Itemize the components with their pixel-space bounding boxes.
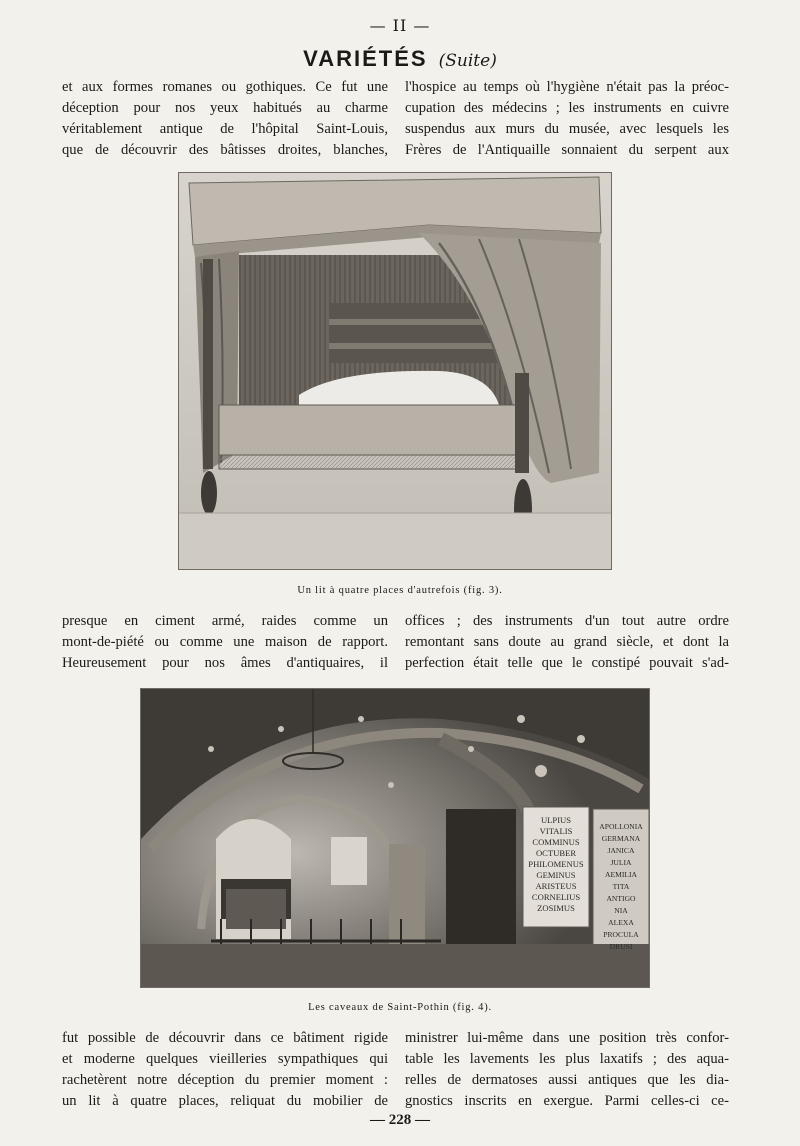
text-line: cupation des médecins ; les instruments en cuivre [405,100,729,116]
text-line: rachetèrent notre déception du premier moment : [62,1072,388,1088]
inscription-line: GEMINUS [536,870,576,880]
inscription-line: PHILOMENUS [528,859,584,869]
inscription-line: ZOSIMUS [537,903,575,913]
text-line: un lit à quatre places, reliquat du mobilier de [62,1093,388,1109]
text-line: table les lavements les plus laxatifs ; des aqua- [405,1051,729,1067]
text-line: déception pour nos yeux habitués au charme [62,100,388,116]
crypt-photograph [140,688,650,988]
text-line: que de découvrir des bâtisses droites, blanches, [62,142,388,158]
text-line: offices ; des instruments d'un tout autre ordre [405,613,729,629]
text-line: remontant sans doute au grand siècle, et dont la [405,634,729,650]
text-line: gnostics inscrits en exergue. Parmi celles-ci ce- [405,1093,729,1109]
inscription-line: OCTUBER [535,848,577,858]
text-line: perfection était telle que le constipé pouvait s'ad- [405,655,729,671]
inscription-line: VITALIS [539,826,573,836]
figure-3-caption: Un lit à quatre places d'autrefois (fig. 3). [297,585,503,596]
section-heading [0,46,800,72]
text-line: suspendus aux murs du musée, avec lesquels les [405,121,729,137]
text-column-right-2 [405,611,729,674]
text-column-right-1 [405,77,729,161]
inscription-line: DRUSI [609,942,633,951]
inscription-line: ULPIUS [540,815,572,825]
inscription-line: CORNELIUS [531,892,581,902]
inscription-line: PROCULA [603,930,639,939]
inscription-line: ARISTEUS [535,881,577,891]
inscription-line: COMMINUS [532,837,580,847]
text-line: véritablement antique de l'hôpital Saint-Louis, [62,121,388,137]
page-folio-top: — II — [369,16,431,35]
text-line: fut possible de découvrir dans ce bâtiment rigide [62,1030,388,1046]
text-column-right-3 [405,1028,729,1112]
text-line: et aux formes romanes ou gothiques. Ce fut une [62,79,388,95]
inscription-line: JANICA [607,846,635,855]
inscription-line: ALEXA [608,918,634,927]
text-column-left-3 [62,1028,388,1112]
text-column-left-2 [62,611,388,674]
text-line: Frères de l'Antiquaille sonnaient du serpent aux [405,142,729,158]
inscription-line: TITA [612,882,630,891]
section-title: VARIÉTÉS [303,46,428,71]
text-column-left-1 [62,77,388,161]
inscription-line: ANTIGO [606,894,636,903]
text-line: Heureusement pour nos âmes d'antiquaires, il [62,655,388,671]
inscription-line: JULIA [610,858,632,867]
text-line: l'hospice au temps où l'hygiène n'était pas la préoc- [405,79,729,95]
text-line: relles de dermatoses aussi antiques que les dia- [405,1072,729,1088]
text-line: ministrer lui-même dans une position très confor- [405,1030,729,1046]
inscription-line: NIA [614,906,628,915]
inscription-line: GERMANA [601,834,641,843]
text-line: presque en ciment armé, raides comme un [62,613,388,629]
page-number: — 228 — [370,1112,430,1128]
inscription-line: AEMILIA [604,870,638,879]
section-subtitle: (Suite) [438,51,497,71]
figure-4-caption: Les caveaux de Saint-Pothin (fig. 4). [308,1002,492,1013]
text-line: mont-de-piété ou comme une maison de rapport. [62,634,388,650]
inscription-line: APOLLONIA [599,822,643,831]
text-line: et moderne quelques vieilleries sympathiques qui [62,1051,388,1067]
bed-photograph [178,172,612,570]
